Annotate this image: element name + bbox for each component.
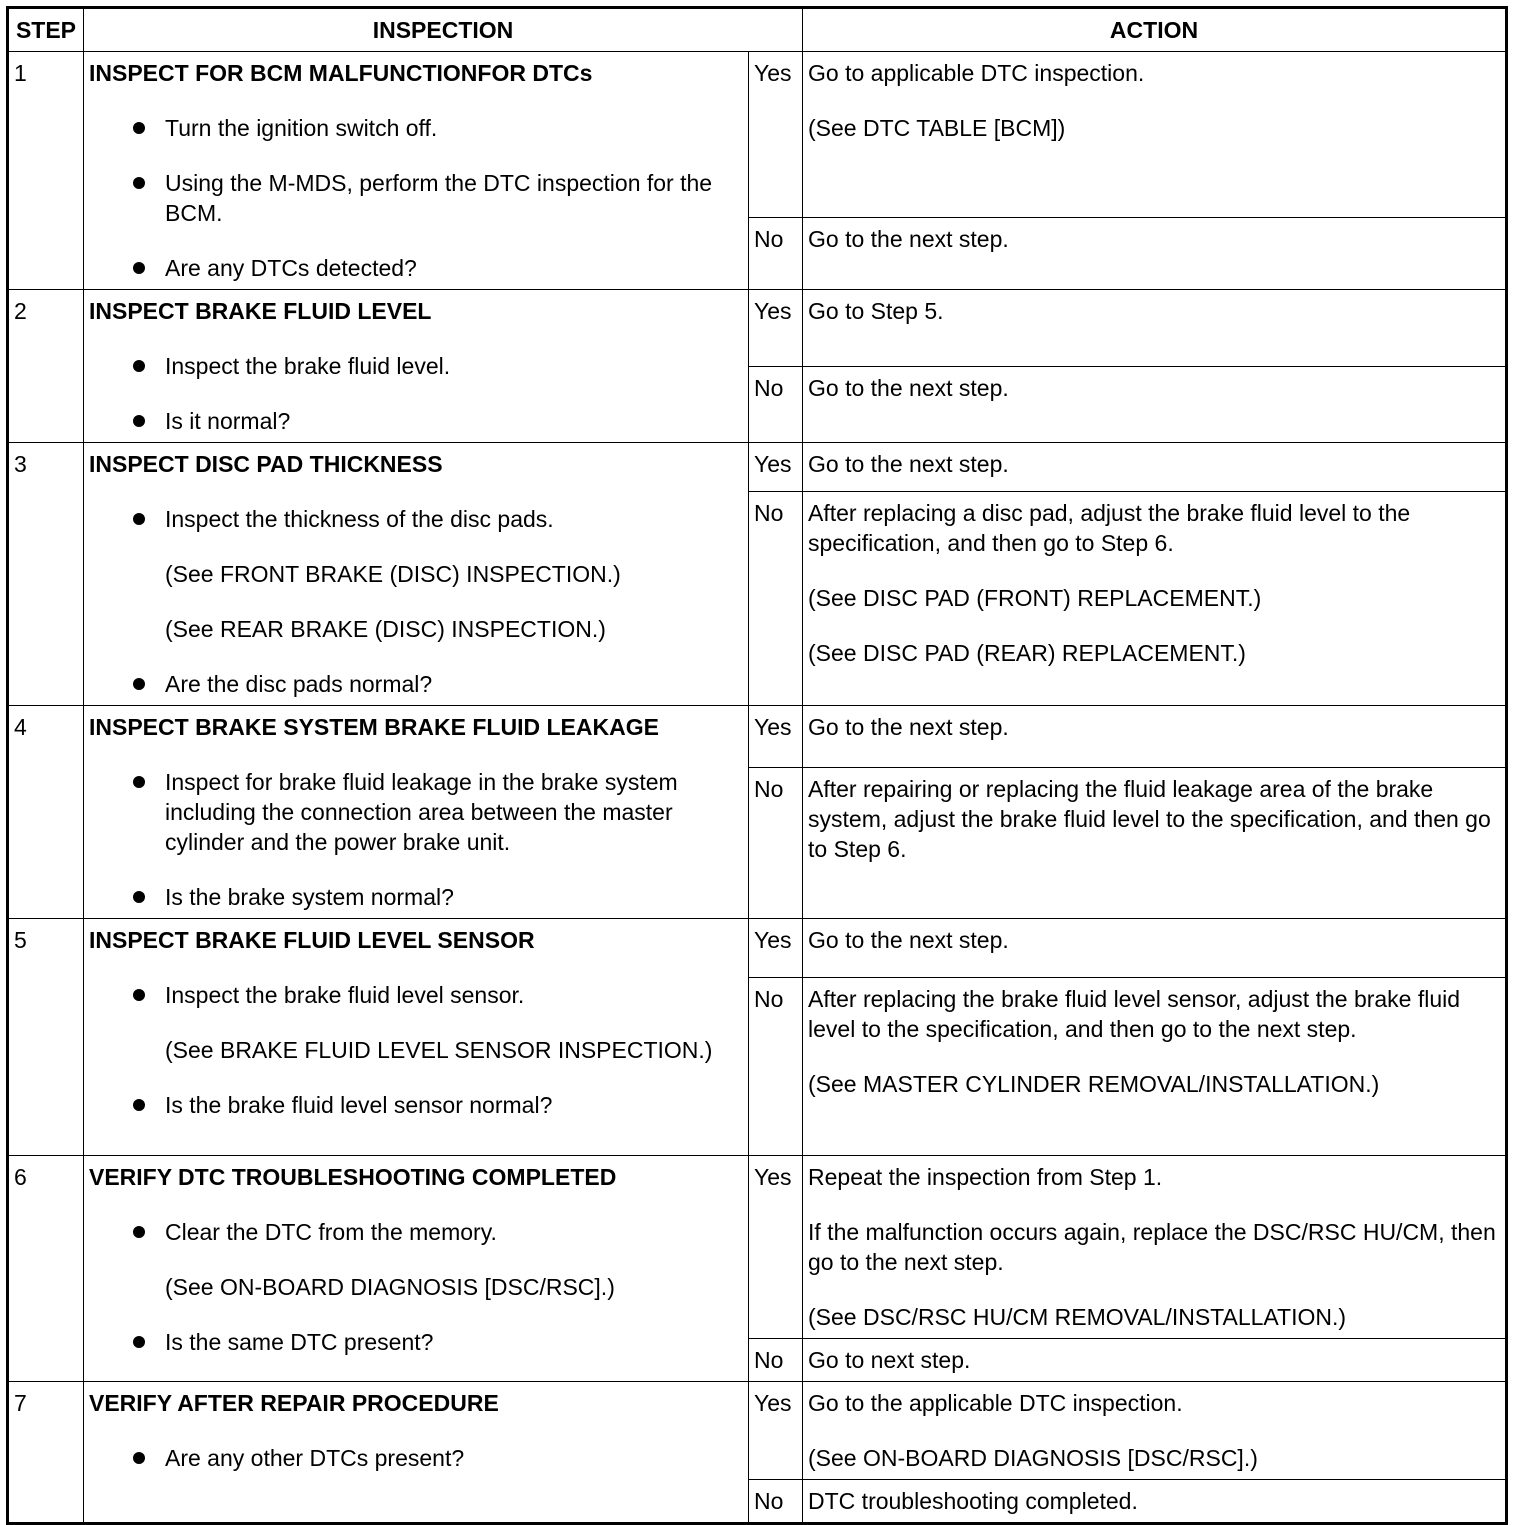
yes-label: Yes bbox=[749, 443, 803, 492]
bullet-item: Inspect the thickness of the disc pads. bbox=[89, 504, 743, 534]
bullet-item: Are any DTCs detected? bbox=[89, 253, 743, 283]
no-action bbox=[803, 217, 1507, 289]
bullet-item: Turn the ignition switch off. bbox=[89, 113, 743, 143]
step-number: 2 bbox=[8, 290, 84, 443]
reference-note: (See BRAKE FLUID LEVEL SENSOR INSPECTION.) bbox=[165, 1037, 713, 1063]
header-row bbox=[8, 8, 1507, 52]
bullet-item: Is the same DTC present? bbox=[89, 1327, 743, 1357]
bullet-item: Inspect the brake fluid level. bbox=[89, 351, 743, 381]
bullet-item: Are the disc pads normal? bbox=[89, 669, 743, 699]
inspection-cell bbox=[84, 290, 749, 443]
no-label: No bbox=[749, 1339, 803, 1382]
step-row bbox=[8, 706, 1507, 768]
step-row bbox=[8, 919, 1507, 978]
action-text: If the malfunction occurs again, replace the DSC/RSC HU/CM, then go to the next step. bbox=[808, 1219, 1496, 1275]
action-text: After replacing a disc pad, adjust the brake fluid level to the specification, and then go to Step 6. bbox=[808, 500, 1411, 557]
yes-action bbox=[803, 1382, 1507, 1480]
yes-action bbox=[803, 706, 1507, 768]
inspection-cell bbox=[84, 1156, 749, 1382]
no-label: No bbox=[749, 978, 803, 1156]
step-row bbox=[8, 290, 1507, 367]
action-text: Repeat the inspection from Step 1. bbox=[808, 1164, 1163, 1190]
yes-action bbox=[803, 1156, 1507, 1339]
yes-label: Yes bbox=[749, 52, 803, 218]
action-text: Go to the next step. bbox=[808, 927, 1009, 953]
action-text: Go to Step 5. bbox=[808, 298, 944, 324]
action-text: Go to the next step. bbox=[808, 225, 1009, 252]
step-row bbox=[8, 52, 1507, 218]
action-text: Go to the next step. bbox=[808, 714, 1009, 740]
no-action bbox=[803, 768, 1507, 919]
action-text: After repairing or replacing the fluid leakage area of the brake system, adjust the brake fluid level to the specification, and then go to Step 6. bbox=[808, 776, 1491, 863]
yes-action bbox=[803, 919, 1507, 978]
step-number: 7 bbox=[8, 1382, 84, 1524]
inspection-title: INSPECT BRAKE SYSTEM BRAKE FLUID LEAKAGE bbox=[89, 714, 659, 740]
no-action bbox=[803, 1480, 1507, 1524]
no-label: No bbox=[749, 492, 803, 706]
no-action bbox=[803, 492, 1507, 706]
action-text: Go to the next step. bbox=[808, 451, 1009, 477]
reference-note: (See ON-BOARD DIAGNOSIS [DSC/RSC].) bbox=[165, 1274, 615, 1300]
inspection-title: INSPECT BRAKE FLUID LEVEL bbox=[89, 298, 432, 324]
inspection-title: INSPECT DISC PAD THICKNESS bbox=[89, 451, 443, 477]
action-text: Go to the next step. bbox=[808, 374, 1009, 401]
reference-note: (See FRONT BRAKE (DISC) INSPECTION.) bbox=[165, 561, 621, 587]
yes-action bbox=[803, 290, 1507, 367]
step-number: 5 bbox=[8, 919, 84, 1156]
yes-label: Yes bbox=[749, 290, 803, 367]
yes-action bbox=[803, 52, 1507, 218]
yes-action bbox=[803, 443, 1507, 492]
bullet-item: Are any other DTCs present? bbox=[89, 1443, 743, 1473]
inspection-cell bbox=[84, 706, 749, 919]
bullet-item: Is the brake system normal? bbox=[89, 882, 743, 912]
bullet-item: Using the M-MDS, perform the DTC inspection for the BCM. bbox=[89, 168, 743, 228]
inspection-cell bbox=[84, 919, 749, 1156]
no-label: No bbox=[749, 217, 803, 289]
step-number: 4 bbox=[8, 706, 84, 919]
inspection-title: VERIFY AFTER REPAIR PROCEDURE bbox=[89, 1390, 499, 1416]
inspection-title: INSPECT FOR BCM MALFUNCTIONFOR DTCs bbox=[89, 60, 593, 86]
yes-label: Yes bbox=[749, 1382, 803, 1480]
action-text: Go to next step. bbox=[808, 1347, 971, 1373]
no-label: No bbox=[749, 768, 803, 919]
bullet-item: Clear the DTC from the memory. bbox=[89, 1217, 743, 1247]
bullet-item: Inspect for brake fluid leakage in the brake system including the connection area between the master cylinder and the power brake unit. bbox=[89, 767, 743, 857]
action-text: (See DSC/RSC HU/CM REMOVAL/INSTALLATION.) bbox=[808, 1304, 1347, 1330]
action-text: (See ON-BOARD DIAGNOSIS [DSC/RSC].) bbox=[808, 1445, 1258, 1471]
no-action bbox=[803, 366, 1507, 443]
bullet-item: Is the brake fluid level sensor normal? bbox=[89, 1090, 743, 1120]
step-header: STEP bbox=[8, 8, 84, 52]
inspection-header: INSPECTION bbox=[84, 8, 803, 52]
inspection-cell bbox=[84, 52, 749, 290]
action-text: After replacing the brake fluid level sensor, adjust the brake fluid level to the specification, and then go to the next step. bbox=[808, 986, 1461, 1042]
action-text: (See MASTER CYLINDER REMOVAL/INSTALLATION.) bbox=[808, 1071, 1380, 1097]
no-label: No bbox=[749, 366, 803, 443]
reference-note: (See REAR BRAKE (DISC) INSPECTION.) bbox=[165, 616, 606, 642]
action-text: (See DISC PAD (FRONT) REPLACEMENT.) bbox=[808, 585, 1262, 612]
action-text: (See DTC TABLE [BCM]) bbox=[808, 115, 1066, 141]
step-row bbox=[8, 1156, 1507, 1339]
bullet-item: Inspect the brake fluid level sensor. bbox=[89, 980, 743, 1010]
step-number: 1 bbox=[8, 52, 84, 290]
action-text: DTC troubleshooting completed. bbox=[808, 1488, 1138, 1514]
action-text: Go to the applicable DTC inspection. bbox=[808, 1390, 1183, 1416]
yes-label: Yes bbox=[749, 706, 803, 768]
inspection-title: INSPECT BRAKE FLUID LEVEL SENSOR bbox=[89, 927, 535, 953]
action-header: ACTION bbox=[803, 8, 1507, 52]
step-row bbox=[8, 1382, 1507, 1480]
troubleshooting-table bbox=[6, 6, 1508, 1525]
no-label: No bbox=[749, 1480, 803, 1524]
no-action bbox=[803, 978, 1507, 1156]
inspection-cell bbox=[84, 443, 749, 706]
inspection-title: VERIFY DTC TROUBLESHOOTING COMPLETED bbox=[89, 1164, 617, 1190]
no-action bbox=[803, 1339, 1507, 1382]
step-number: 6 bbox=[8, 1156, 84, 1382]
action-text: Go to applicable DTC inspection. bbox=[808, 60, 1145, 86]
action-text: (See DISC PAD (REAR) REPLACEMENT.) bbox=[808, 640, 1246, 667]
bullet-item: Is it normal? bbox=[89, 406, 743, 436]
step-number: 3 bbox=[8, 443, 84, 706]
yes-label: Yes bbox=[749, 919, 803, 978]
step-row bbox=[8, 443, 1507, 492]
yes-label: Yes bbox=[749, 1156, 803, 1339]
inspection-cell bbox=[84, 1382, 749, 1524]
